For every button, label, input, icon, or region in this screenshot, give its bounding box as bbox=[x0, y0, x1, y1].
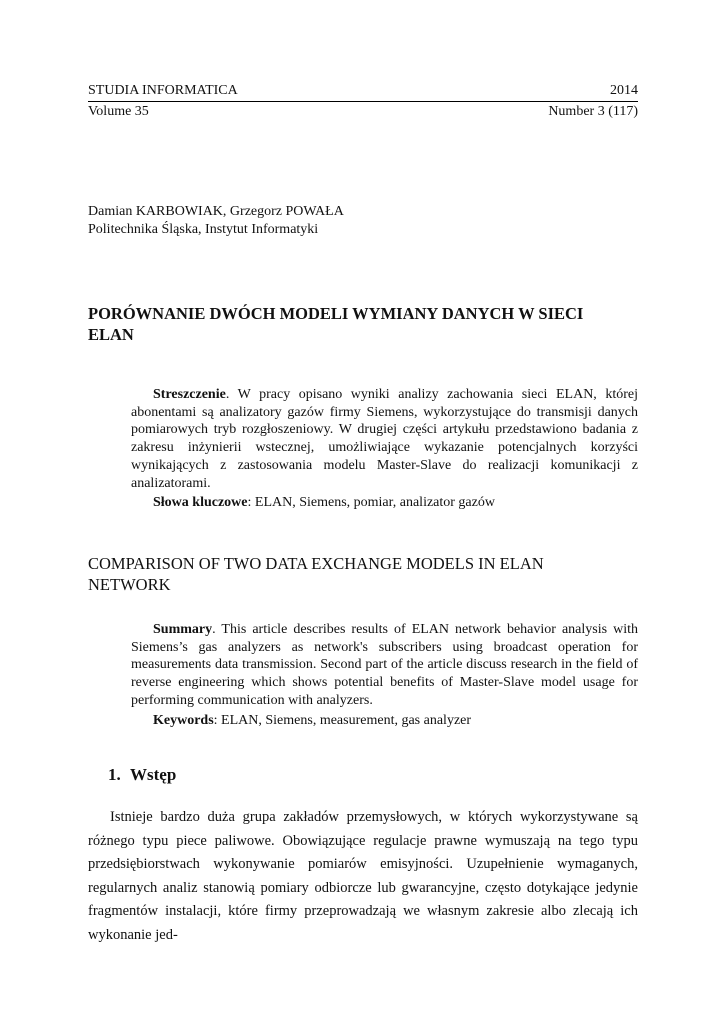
keywords-en-text: : ELAN, Siemens, measurement, gas analyzer bbox=[213, 712, 472, 728]
paper-title-pl-line1: PORÓWNANIE DWÓCH MODELI WYMIANY DANYCH W SIECI bbox=[88, 304, 584, 323]
author-affiliation: Politechnika Śląska, Instytut Informatyki bbox=[88, 222, 319, 237]
abstract-en-text: . This article describes results of ELAN network behavior analysis with Siemens’s gas analyzers as network's subscribers using broadcast operation for measurements data transmission. Second part of the article discuss research in the field of reverse engineering which shows potential benefits of Master-Slave model usage for performing communication with analyzers. bbox=[131, 622, 638, 708]
abstract-en-label: Summary bbox=[153, 622, 213, 637]
author-block bbox=[88, 203, 344, 239]
abstract-en bbox=[131, 621, 638, 729]
paper-title-en-line1: COMPARISON OF TWO DATA EXCHANGE MODELS IN ELAN bbox=[88, 554, 544, 573]
paper-title-en bbox=[88, 553, 638, 595]
keywords-en bbox=[131, 712, 638, 730]
abstract-en-paragraph bbox=[131, 621, 638, 710]
journal-year: 2014 bbox=[610, 83, 638, 98]
section-number: 1. bbox=[108, 765, 121, 784]
abstract-pl bbox=[131, 386, 638, 512]
section-heading bbox=[108, 765, 176, 785]
abstract-pl-paragraph bbox=[131, 386, 638, 492]
paper-title-pl-line2: ELAN bbox=[88, 325, 134, 344]
author-names: Damian KARBOWIAK, Grzegorz POWAŁA bbox=[88, 204, 344, 219]
keywords-pl-label: Słowa kluczowe bbox=[153, 495, 248, 511]
journal-name: STUDIA INFORMATICA bbox=[88, 83, 238, 98]
keywords-pl-text: : ELAN, Siemens, pomiar, analizator gazów bbox=[247, 495, 495, 511]
keywords-en-label: Keywords bbox=[153, 712, 214, 728]
abstract-pl-label: Streszczenie bbox=[153, 387, 226, 402]
abstract-pl-text: . W pracy opisano wyniki analizy zachowania sieci ELAN, której abonentami są analizatory gazów firmy Siemens, wykorzystujące do transmisji danych pomiarowych tryb rozgłoszeniowy. W drugiej części artykułu przedstawiono badania z zakresu inżynierii wstecznej, umożliwiające wykazanie potencjalnych korzyści wynikających z zastosowania modelu Master-Slave do realizacji komunikacji z analizatorami. bbox=[131, 387, 638, 491]
body-text bbox=[88, 806, 638, 948]
journal-number: Number 3 (117) bbox=[548, 104, 638, 119]
header-rule bbox=[88, 101, 638, 102]
journal-volume: Volume 35 bbox=[88, 104, 149, 119]
body-paragraph: Istnieje bardzo duża grupa zakładów przemysłowych, w których wykorzystywane są różnego typu piece paliwowe. Obowiązujące regulacje prawne wymuszają na tego typu przedsiębiorstwach wykonywanie pomiarów emisyjności. Uzupełnienie wymaganych, regularnych analiz stanowią pomiary odbiorcze lub gwarancyjne, często dotykające jedynie fragmentów instalacji, które firmy przeprowadzają we własnym zakresie albo zlecają ich wykonanie jed- bbox=[88, 809, 638, 943]
paper-title-pl bbox=[88, 303, 638, 345]
keywords-pl bbox=[131, 494, 638, 512]
section-title: Wstęp bbox=[130, 765, 177, 784]
paper-title-en-line2: NETWORK bbox=[88, 575, 171, 594]
